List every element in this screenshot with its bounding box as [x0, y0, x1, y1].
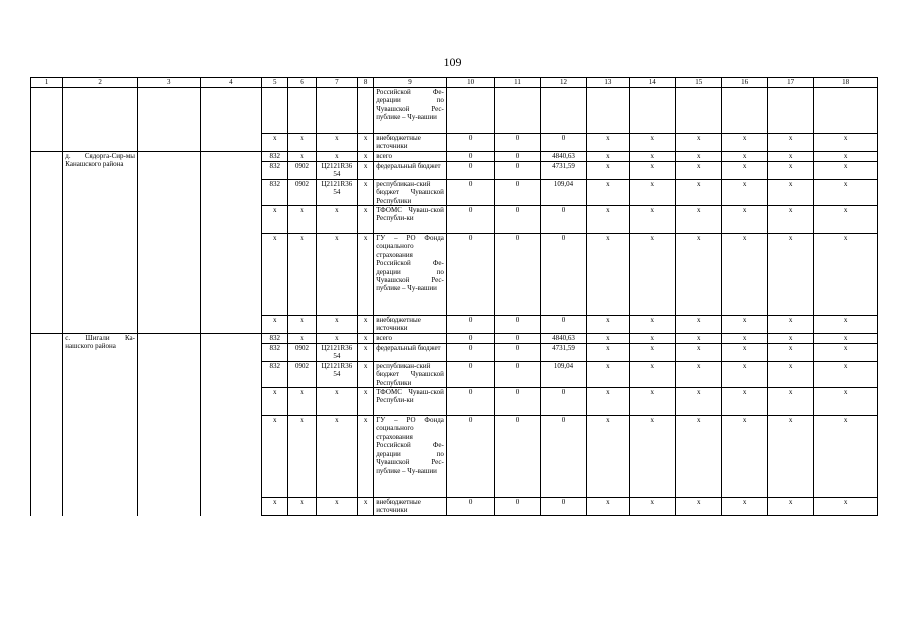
table-cell: 0	[446, 334, 494, 344]
table-cell: x	[767, 334, 813, 344]
table-cell: x	[316, 206, 357, 234]
table-cell: Ц2121R36 54	[316, 344, 357, 362]
cell-col-4	[200, 334, 262, 516]
table-cell: x	[587, 388, 629, 416]
table-cell: x	[316, 416, 357, 498]
column-header: 14	[629, 78, 675, 88]
table-cell: 0	[446, 416, 494, 498]
table-cell	[629, 88, 675, 134]
table-cell: x	[262, 234, 288, 316]
table-cell: x	[629, 334, 675, 344]
table-cell: x	[587, 316, 629, 334]
table-cell: 0	[446, 152, 494, 162]
table-cell: x	[676, 152, 722, 162]
table-cell: 0	[446, 344, 494, 362]
table-cell: 4840,63	[540, 152, 586, 162]
table-cell	[495, 88, 540, 134]
column-header: 17	[767, 78, 813, 88]
funding-source-cell: федеральный бюджет	[374, 344, 447, 362]
table-cell: 0	[446, 179, 494, 205]
table-cell: x	[767, 361, 813, 387]
table-cell: 0902	[288, 179, 316, 205]
table-cell: 0	[495, 316, 540, 334]
settlement-name: д. Сядорга-Сир-мы Канашского района	[63, 152, 138, 334]
table-cell: x	[316, 388, 357, 416]
table-cell: x	[767, 179, 813, 205]
cell-col-1	[31, 88, 63, 152]
table-cell: 0	[540, 388, 586, 416]
table-cell: x	[814, 498, 878, 516]
column-header: 12	[540, 78, 586, 88]
cell-col-3	[138, 334, 201, 516]
table-cell: x	[722, 388, 767, 416]
table-cell: 0	[495, 388, 540, 416]
table-cell: 4731,59	[540, 344, 586, 362]
table-cell: 4731,59	[540, 162, 586, 180]
table-cell: x	[767, 152, 813, 162]
table-cell: x	[288, 152, 316, 162]
table-cell: 0	[540, 316, 586, 334]
funding-source-cell: республикан-ский бюджет Чувашской Республики	[374, 361, 447, 387]
table-cell: x	[676, 234, 722, 316]
table-cell: x	[587, 416, 629, 498]
funding-source-cell: Российской Фе-деpации по Чувашской Рес-публике – Чу-вашии	[374, 88, 447, 134]
budget-table	[30, 77, 878, 516]
table-cell	[288, 88, 316, 134]
cell-col-1	[31, 152, 63, 334]
column-header: 4	[200, 78, 262, 88]
cell-col-4	[200, 152, 262, 334]
table-cell: x	[358, 134, 374, 152]
table-cell: x	[629, 316, 675, 334]
table-cell: 832	[262, 361, 288, 387]
page-number: 109	[443, 55, 462, 69]
table-cell: x	[767, 388, 813, 416]
table-cell: x	[814, 388, 878, 416]
table-cell: x	[676, 179, 722, 205]
table-cell: x	[629, 206, 675, 234]
column-header: 13	[587, 78, 629, 88]
table-cell: Ц2121R36 54	[316, 179, 357, 205]
table-cell: x	[629, 498, 675, 516]
table-cell	[587, 88, 629, 134]
table-cell	[316, 88, 357, 134]
table-cell	[358, 88, 374, 134]
table-body	[31, 88, 878, 516]
table-cell: x	[358, 334, 374, 344]
table-cell: x	[262, 134, 288, 152]
table-cell	[767, 88, 813, 134]
table-cell: x	[814, 162, 878, 180]
funding-source-cell: ТФОМС Чуваш-ской Республи-ки	[374, 206, 447, 234]
table-cell: x	[288, 206, 316, 234]
table-cell: 0902	[288, 361, 316, 387]
table-cell: x	[262, 316, 288, 334]
table-cell: x	[676, 134, 722, 152]
table-cell: x	[358, 234, 374, 316]
funding-source-cell: внебюджетные источники	[374, 498, 447, 516]
table-cell: x	[316, 134, 357, 152]
table-cell: x	[767, 344, 813, 362]
table-cell: 832	[262, 179, 288, 205]
column-header: 8	[358, 78, 374, 88]
table-cell: x	[316, 334, 357, 344]
table-cell: x	[288, 334, 316, 344]
table-cell: x	[629, 162, 675, 180]
table-cell: 0	[495, 206, 540, 234]
table-cell: x	[629, 344, 675, 362]
table-cell: x	[587, 179, 629, 205]
table-cell: x	[676, 388, 722, 416]
table-cell: 0	[446, 361, 494, 387]
table-row	[31, 334, 878, 344]
table-cell: x	[316, 316, 357, 334]
table-cell: x	[587, 498, 629, 516]
table-cell: x	[587, 344, 629, 362]
table-cell: x	[629, 416, 675, 498]
table-cell: x	[722, 179, 767, 205]
table-cell: x	[767, 498, 813, 516]
table-cell: 0	[446, 316, 494, 334]
table-cell: 832	[262, 152, 288, 162]
table-cell: x	[288, 234, 316, 316]
table-cell	[446, 88, 494, 134]
table-cell: x	[587, 334, 629, 344]
table-cell: 0	[446, 134, 494, 152]
table-cell: x	[722, 134, 767, 152]
funding-source-cell: всего	[374, 152, 447, 162]
column-header: 16	[722, 78, 767, 88]
table-cell: x	[587, 134, 629, 152]
table-cell	[676, 88, 722, 134]
column-header: 2	[63, 78, 138, 88]
table-cell: x	[358, 206, 374, 234]
table-cell: x	[722, 344, 767, 362]
table-cell: x	[676, 206, 722, 234]
table-cell: x	[262, 388, 288, 416]
column-header: 11	[495, 78, 540, 88]
table-cell: x	[676, 162, 722, 180]
cell-col-3	[138, 152, 201, 334]
table-cell: x	[629, 388, 675, 416]
table-cell: 832	[262, 344, 288, 362]
table-cell: x	[262, 498, 288, 516]
cell-col-1	[31, 334, 63, 516]
table-cell: x	[316, 234, 357, 316]
table-cell: 0	[446, 234, 494, 316]
table-cell: x	[814, 179, 878, 205]
table-cell: x	[316, 498, 357, 516]
table-cell: x	[629, 179, 675, 205]
table-cell	[814, 88, 878, 134]
table-cell: x	[587, 162, 629, 180]
table-cell: x	[629, 361, 675, 387]
table-cell	[540, 88, 586, 134]
table-cell	[262, 88, 288, 134]
table-cell: 0	[495, 498, 540, 516]
table-cell: x	[288, 498, 316, 516]
table-cell: x	[722, 498, 767, 516]
table-cell: x	[288, 416, 316, 498]
column-header: 9	[374, 78, 447, 88]
table-cell: 0	[495, 361, 540, 387]
table-cell: 0	[495, 234, 540, 316]
table-cell: x	[767, 162, 813, 180]
funding-source-cell: внебюджетные источники	[374, 316, 447, 334]
table-cell: 0	[495, 344, 540, 362]
table-cell: x	[814, 152, 878, 162]
table-cell: x	[767, 234, 813, 316]
funding-source-cell: федеральный бюджет	[374, 162, 447, 180]
table-cell: 0	[540, 498, 586, 516]
table-cell: x	[629, 234, 675, 316]
funding-source-cell: ГУ – РО Фонда социального страхования Российской Фе-дерации по Чувашской Рес-публике – Чу-вашии	[374, 234, 447, 316]
settlement-name	[63, 88, 138, 152]
table-cell: x	[676, 316, 722, 334]
table-cell: x	[676, 334, 722, 344]
table-cell: x	[722, 416, 767, 498]
table-row	[31, 88, 878, 134]
table-cell: x	[722, 152, 767, 162]
column-header: 15	[676, 78, 722, 88]
table-cell: x	[676, 498, 722, 516]
table-cell: x	[722, 334, 767, 344]
table-cell: x	[814, 134, 878, 152]
table-cell: 0	[446, 206, 494, 234]
table-cell: x	[722, 316, 767, 334]
table-cell: 0	[495, 334, 540, 344]
table-cell: x	[722, 162, 767, 180]
funding-source-cell: ТФОМС Чуваш-ской Республи-ки	[374, 388, 447, 416]
table-cell: x	[814, 316, 878, 334]
table-cell: 109,04	[540, 179, 586, 205]
settlement-name: с. Шигали Ка-нашского района	[63, 334, 138, 516]
table-cell: x	[262, 206, 288, 234]
table-cell: x	[722, 234, 767, 316]
table-cell: 0902	[288, 162, 316, 180]
funding-source-cell: всего	[374, 334, 447, 344]
table-cell: 832	[262, 162, 288, 180]
table-cell: x	[358, 162, 374, 180]
table-cell: x	[814, 206, 878, 234]
table-cell: x	[722, 361, 767, 387]
table-cell: x	[587, 206, 629, 234]
table-cell: x	[358, 416, 374, 498]
table-cell: 0	[495, 179, 540, 205]
table-cell: x	[676, 416, 722, 498]
table-cell: Ц2121R36 54	[316, 361, 357, 387]
table-cell: x	[358, 344, 374, 362]
table-cell: x	[722, 206, 767, 234]
column-header: 18	[814, 78, 878, 88]
table-cell: 4840,63	[540, 334, 586, 344]
table-cell: x	[587, 361, 629, 387]
cell-col-4	[200, 88, 262, 152]
column-header: 7	[316, 78, 357, 88]
table-cell: x	[358, 498, 374, 516]
table-cell: 0	[495, 162, 540, 180]
column-header: 3	[138, 78, 201, 88]
table-cell: 0	[540, 134, 586, 152]
table-cell: Ц2121R36 54	[316, 162, 357, 180]
table-cell: x	[767, 316, 813, 334]
column-number-row	[31, 78, 878, 88]
table-cell: 0902	[288, 344, 316, 362]
funding-source-cell: внебюджетные источники	[374, 134, 447, 152]
table-cell: 0	[446, 162, 494, 180]
table-cell: x	[587, 152, 629, 162]
table-cell: x	[767, 134, 813, 152]
table-cell: 109,04	[540, 361, 586, 387]
table-cell: x	[676, 361, 722, 387]
table-cell: x	[316, 152, 357, 162]
table-cell: x	[288, 388, 316, 416]
table-cell: x	[358, 388, 374, 416]
column-header: 1	[31, 78, 63, 88]
column-header: 10	[446, 78, 494, 88]
table-cell: 0	[446, 498, 494, 516]
table-cell: x	[814, 416, 878, 498]
table-cell: 0	[495, 416, 540, 498]
table-cell: 0	[495, 134, 540, 152]
table-cell: 0	[446, 388, 494, 416]
table-cell: x	[629, 152, 675, 162]
table-cell: x	[767, 416, 813, 498]
table-cell: x	[767, 206, 813, 234]
table-cell: x	[814, 334, 878, 344]
table-cell: x	[358, 152, 374, 162]
table-cell: x	[358, 179, 374, 205]
table-cell: 832	[262, 334, 288, 344]
table-cell: x	[814, 234, 878, 316]
table-cell: x	[814, 361, 878, 387]
table-cell: x	[262, 416, 288, 498]
table-cell: x	[358, 361, 374, 387]
table-cell: x	[358, 316, 374, 334]
column-header: 6	[288, 78, 316, 88]
cell-col-3	[138, 88, 201, 152]
table-cell: x	[288, 134, 316, 152]
table-cell: 0	[495, 152, 540, 162]
column-header: 5	[262, 78, 288, 88]
table-row	[31, 152, 878, 162]
table-cell: 0	[540, 234, 586, 316]
table-cell: x	[676, 344, 722, 362]
funding-source-cell: ГУ – РО Фонда социального страхования Российской Фе-дерации по Чувашской Рес-публике – Чу-вашии	[374, 416, 447, 498]
table-cell	[722, 88, 767, 134]
table-cell: x	[814, 344, 878, 362]
table-cell: 0	[540, 206, 586, 234]
table-cell: 0	[540, 416, 586, 498]
table-cell: x	[587, 234, 629, 316]
table-cell: x	[288, 316, 316, 334]
table-cell: x	[629, 134, 675, 152]
funding-source-cell: республикан-ский бюджет Чувашской Республики	[374, 179, 447, 205]
